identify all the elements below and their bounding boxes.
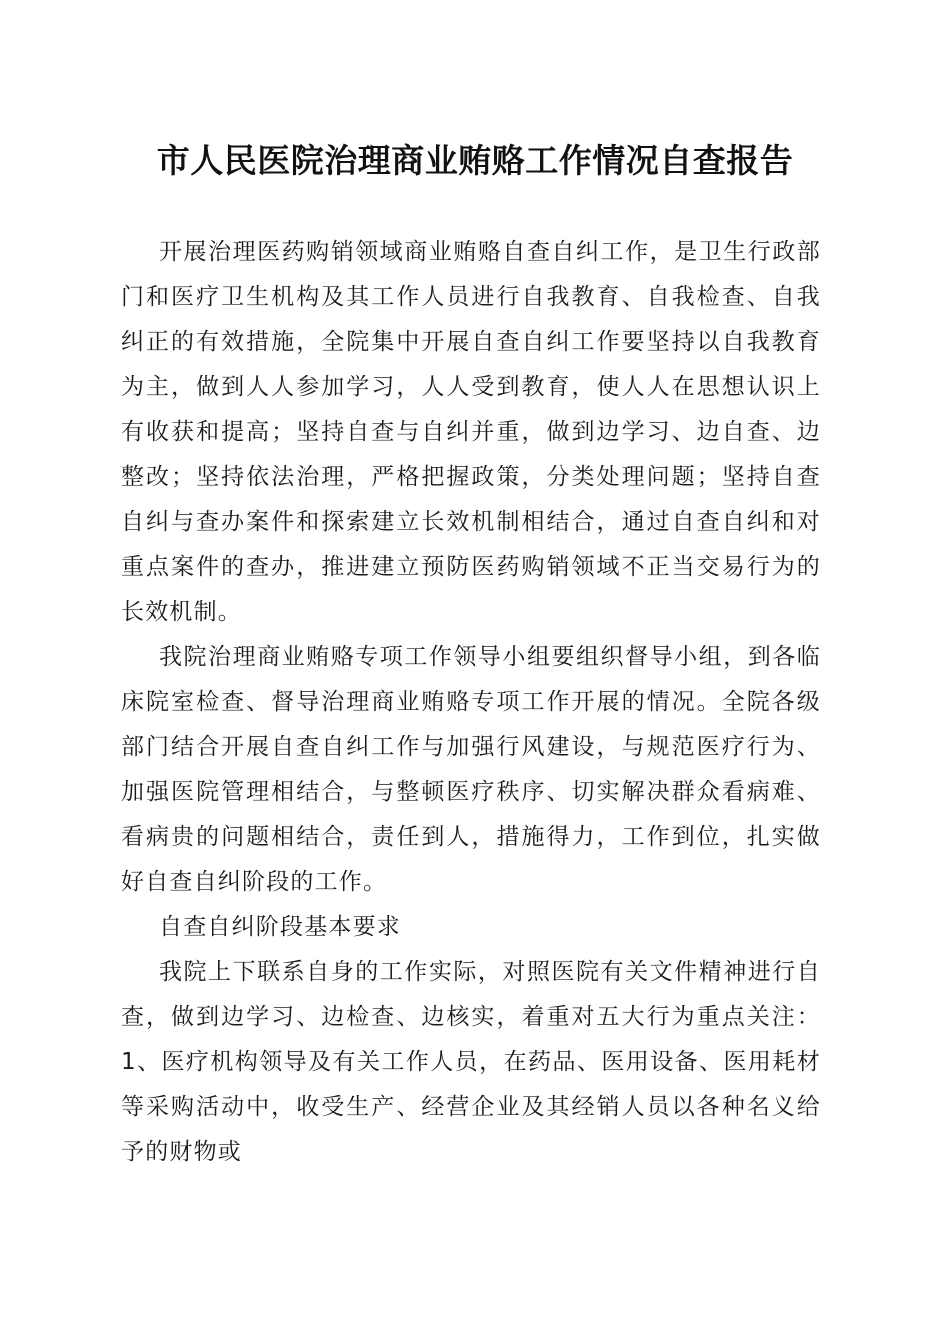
paragraph-intro: 开展治理医药购销领域商业贿赂自查自纠工作，是卫生行政部门和医疗卫生机构及其工作人员进行自我教育、自我检查、自我纠正的有效措施，全院集中开展自查自纠工作要坚持以自我教育为主，做到人人参加学习，人人受到教育，使人人在思想认识上有收获和提高；坚持自查与自纠并重，做到边学习、边自查、边整改；坚持依法治理，严格把握政策，分类处理问题；坚持自查自纠与查办案件和探索建立长效机制相结合，通过自查自纠和对重点案件的查办，推进建立预防医药购销领域不正当交易行为的长效机制。 bbox=[121, 239, 821, 625]
document-title: 市人民医院治理商业贿赂工作情况自查报告 bbox=[156, 141, 794, 180]
paragraph-supervision: 我院治理商业贿赂专项工作领导小组要组织督导小组，到各临床院室检查、督导治理商业贿赂专项工作开展的情况。全院各级部门结合开展自查自纠工作与加强行风建设，与规范医疗行为、加强医院管理相结合，与整顿医疗秩序、切实解决群众看病难、看病贵的问题相结合，责任到人，措施得力，工作到位，扎实做好自查自纠阶段的工作。 bbox=[121, 644, 821, 895]
section-heading-requirements: 自查自纠阶段基本要求 bbox=[159, 914, 401, 940]
paragraph-self-check: 我院上下联系自身的工作实际，对照医院有关文件精神进行自查，做到边学习、边检查、边核实，着重对五大行为重点关注：1、医疗机构领导及有关工作人员，在药品、医用设备、医用耗材等采购活动中，收受生产、经营企业及其经销人员以各种名义给予的财物或 bbox=[121, 959, 821, 1165]
document-body bbox=[121, 230, 821, 1175]
